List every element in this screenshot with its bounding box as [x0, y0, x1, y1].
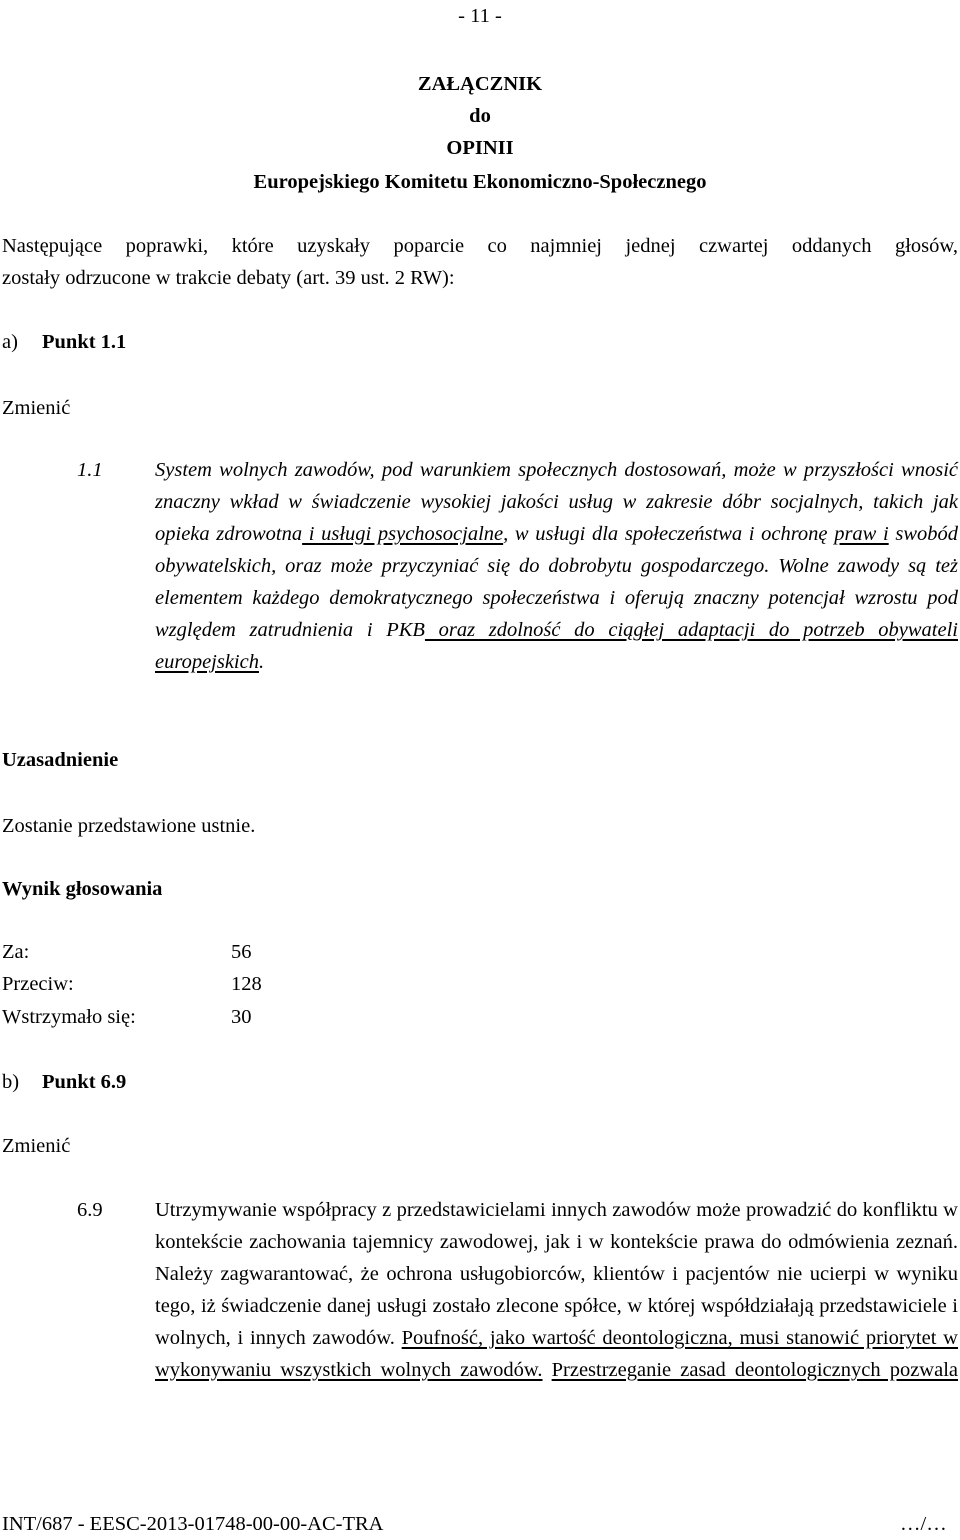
vote-against-label: Przeciw: — [2, 973, 74, 995]
amendment-a-text-part: System wolnych zawodów, pod warunkiem społecznych dostosowań, może w przyszłości wnosić znaczny wkład w świadczenie wysokiej jakości usług w zakresie dóbr socjalnych, takich jak opieka zdrowotna — [155, 459, 958, 545]
committee-name: Europejskiego Komitetu Ekonomiczno-Społecznego — [253, 171, 707, 193]
document-code: INT/687 - EESC-2013-01748-00-00-AC-TRA — [2, 1513, 384, 1535]
annex-title: ZAŁĄCZNIK — [417, 73, 543, 95]
amendment-a-added-text: i usługi psychosocjalne — [302, 523, 504, 545]
amendment-b-number: 6.9 — [77, 1199, 103, 1221]
page-number: - 11 - — [458, 5, 502, 27]
amendment-b-action: Zmienić — [2, 1135, 71, 1157]
amendment-b-text-part: Utrzymywanie współpracy z przedstawicielami innych zawodów może prowadzić do konfliktu w kontekście zachowania tajemnicy zawodowej, jak i w kontekście prawa do odmówienia zeznań. Należy zagwarantować, że ochrona usługobiorców, klientów i pacjentów nie ucierpi w wyniku tego, iż świadczenie danej usługi zostało zlecone spółce, w której współdziałają przedstawiciele i wolnych, i innych zawodów. — [155, 1199, 958, 1349]
amendment-a-letter: a) — [2, 331, 18, 353]
annex-subtitle-do: do — [469, 105, 491, 127]
vote-for-label: Za: — [2, 941, 30, 963]
amendment-b-letter: b) — [2, 1071, 20, 1093]
intro-line-1: Następujące poprawki, które uzyskały poparcie co najmniej jednej czwartej oddanych głosów, — [2, 235, 958, 257]
vote-against-value: 128 — [231, 973, 262, 995]
amendment-a-text-part: , w usługi dla społeczeństwa i ochronę — [503, 523, 835, 545]
vote-abstain-label: Wstrzymało się: — [2, 1006, 136, 1028]
amendment-b-title: Punkt 6.9 — [42, 1071, 127, 1093]
amendment-a-added-text: oraz zdolność do ciągłej adaptacji do potrzeb obywateli europejskich — [155, 619, 958, 673]
amendment-b-text — [155, 1194, 958, 1386]
justification-text: Zostanie przedstawione ustnie. — [2, 815, 256, 837]
vote-for-value: 56 — [231, 941, 252, 963]
amendment-a-number: 1.1 — [77, 459, 103, 481]
amendment-a-text-part: . — [258, 651, 265, 673]
opinion-label: OPINII — [446, 137, 514, 159]
amendment-a-added-text: praw i — [834, 523, 889, 545]
continuation-mark: …/… — [900, 1513, 947, 1535]
vote-heading: Wynik głosowania — [2, 878, 163, 900]
amendment-a-text — [155, 454, 958, 678]
amendment-b-added-text: Przestrzeganie zasad deontologicznych pozwala — [551, 1359, 959, 1381]
justification-heading: Uzasadnienie — [2, 749, 119, 771]
vote-abstain-value: 30 — [231, 1006, 252, 1028]
amendment-a-title: Punkt 1.1 — [42, 331, 127, 353]
amendment-b-added-text: Poufność, jako wartość deontologiczna, musi stanowić priorytet w wykonywaniu wszystkich wolnych zawodów. — [155, 1327, 958, 1381]
intro-line-2: zostały odrzucone w trakcie debaty (art. 39 ust. 2 RW): — [2, 267, 455, 289]
amendment-a-text-part: swobód obywatelskich, oraz może przyczyniać się do dobrobytu gospodarczego. Wolne zawody są też elementem każdego demokratycznego społeczeństwa i oferują znaczny potencjał wzrostu pod względem zatrudnienia i PKB — [155, 523, 958, 641]
amendment-b-text-part — [543, 1359, 552, 1381]
amendment-a-action: Zmienić — [2, 397, 71, 419]
